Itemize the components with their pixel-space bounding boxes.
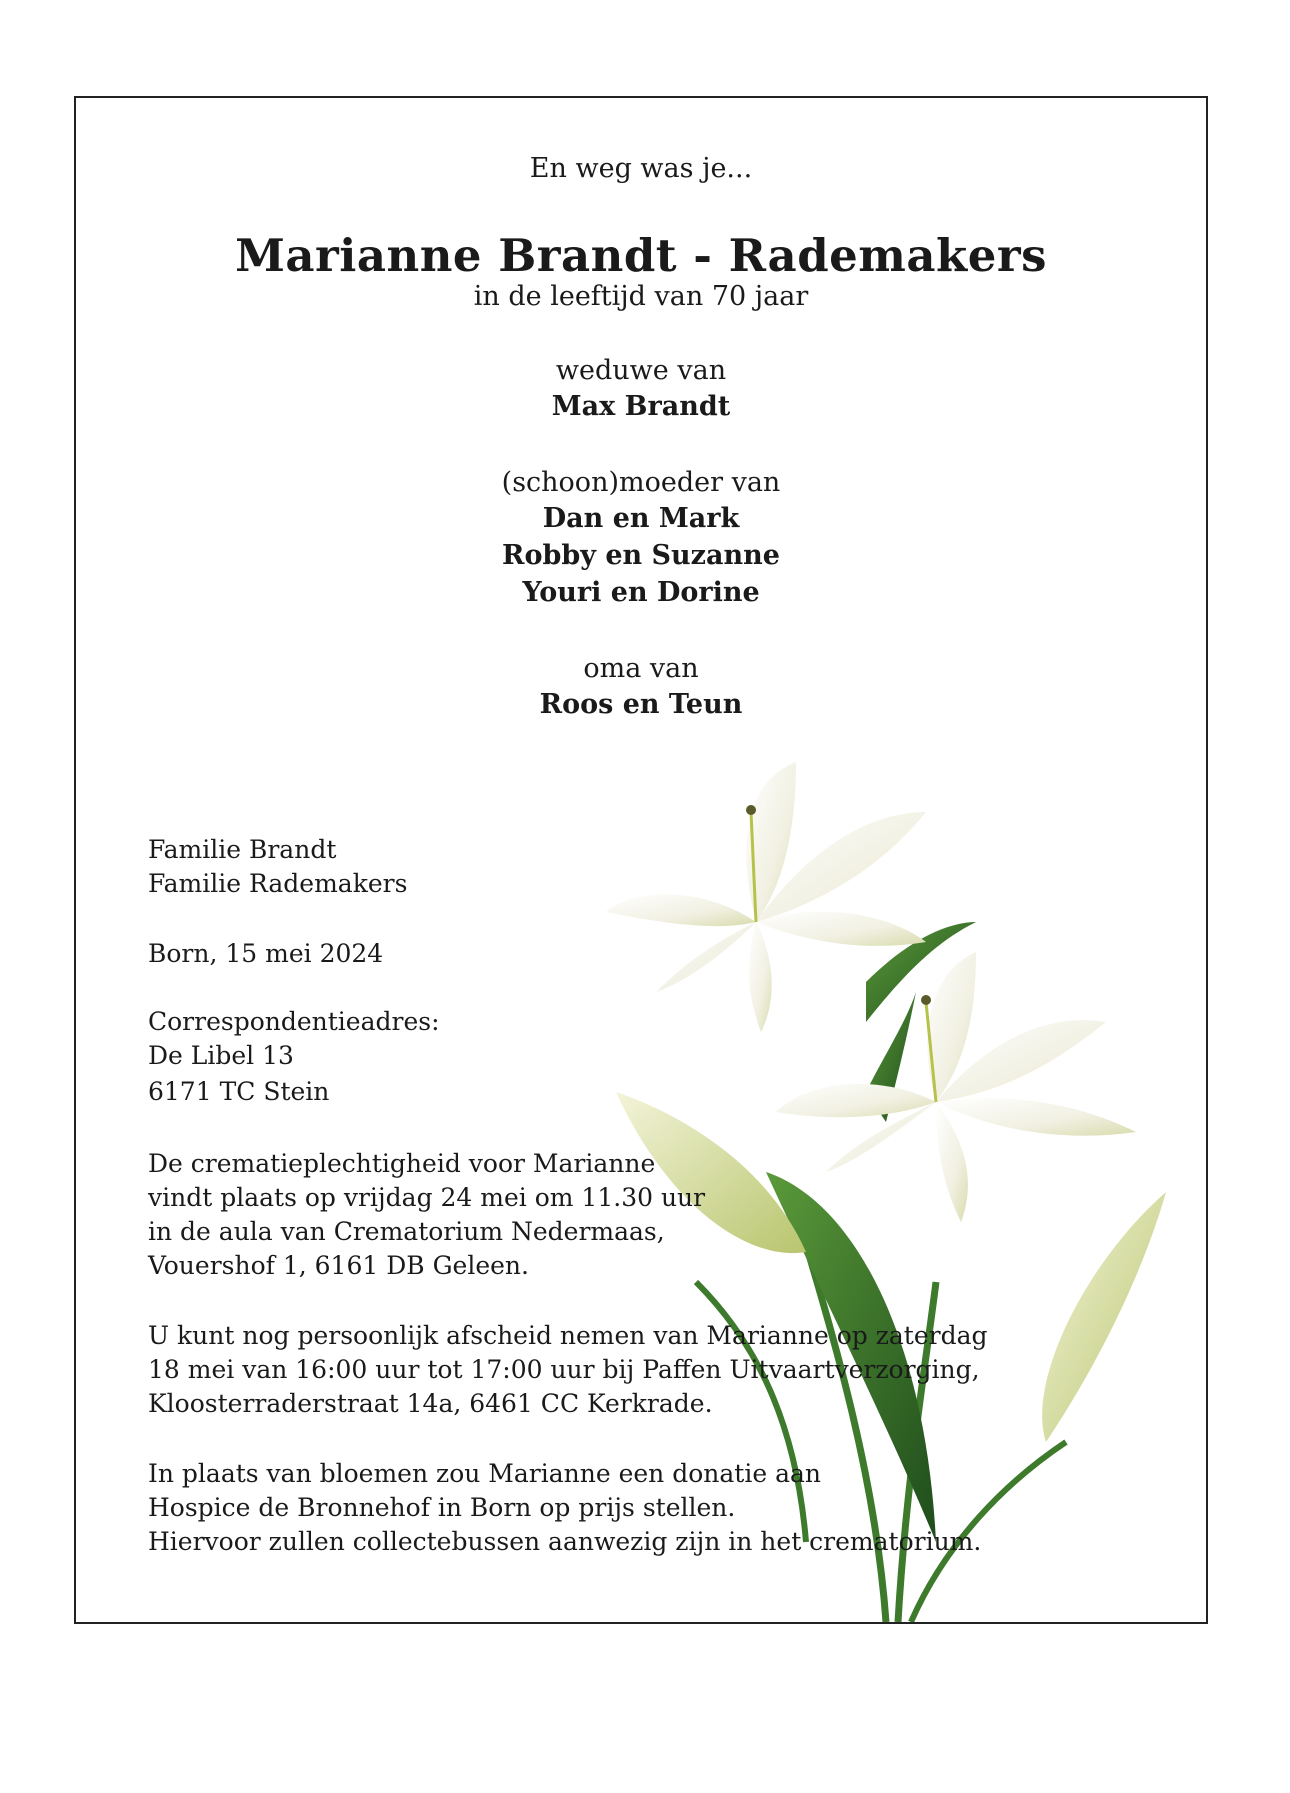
grandma-label: oma van bbox=[583, 653, 699, 684]
donation-line: Hiervoor zullen collectebussen aanwezig zijn in het crematorium. bbox=[148, 1527, 982, 1556]
cremation-line: Vouershof 1, 6161 DB Geleen. bbox=[148, 1251, 529, 1280]
family-name: Familie Brandt bbox=[148, 835, 337, 864]
widow-label: weduwe van bbox=[555, 355, 727, 386]
age-line: in de leeftijd van 70 jaar bbox=[473, 281, 809, 312]
grandchildren-line: Roos en Teun bbox=[539, 689, 743, 720]
address-street: De Libel 13 bbox=[148, 1041, 294, 1070]
donation-line: Hospice de Bronnehof in Born op prijs stellen. bbox=[148, 1493, 736, 1522]
death-notice-card bbox=[74, 96, 1208, 1624]
spouse-name: Max Brandt bbox=[551, 391, 731, 422]
farewell-line: U kunt nog persoonlijk afscheid nemen van Marianne op zaterdag bbox=[148, 1321, 988, 1350]
children-line: Dan en Mark bbox=[542, 503, 740, 534]
cremation-line: vindt plaats op vrijdag 24 mei om 11.30 uur bbox=[148, 1183, 706, 1212]
children-line: Robby en Suzanne bbox=[502, 540, 780, 571]
family-name: Familie Rademakers bbox=[148, 869, 408, 898]
address-city: 6171 TC Stein bbox=[148, 1077, 330, 1106]
deceased-name: Marianne Brandt - Rademakers bbox=[235, 229, 1047, 282]
mother-label: (schoon)moeder van bbox=[501, 467, 781, 498]
cremation-line: in de aula van Crematorium Nedermaas, bbox=[148, 1217, 665, 1246]
farewell-line: Kloosterraderstraat 14a, 6461 CC Kerkrade. bbox=[148, 1389, 713, 1418]
donation-line: In plaats van bloemen zou Marianne een donatie aan bbox=[148, 1459, 821, 1488]
children-line: Youri en Dorine bbox=[522, 577, 760, 608]
farewell-line: 18 mei van 16:00 uur tot 17:00 uur bij Paffen Uitvaartverzorging, bbox=[148, 1355, 980, 1384]
place-date: Born, 15 mei 2024 bbox=[148, 939, 384, 968]
address-label: Correspondentieadres: bbox=[148, 1007, 440, 1036]
cremation-line: De crematieplechtigheid voor Marianne bbox=[148, 1149, 656, 1178]
opening-line: En weg was je... bbox=[529, 153, 753, 184]
